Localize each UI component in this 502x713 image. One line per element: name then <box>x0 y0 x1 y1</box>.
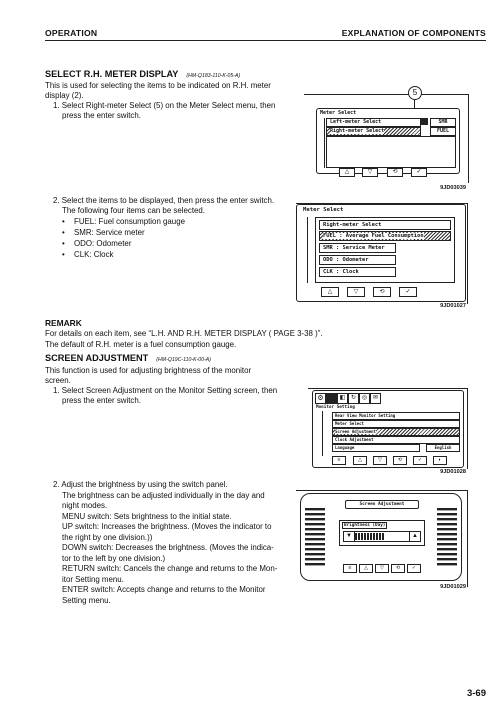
section2-step2-line: night modes. <box>62 501 108 510</box>
monitor-screen <box>300 493 462 581</box>
remark-title: REMARK <box>45 318 82 328</box>
section2-step2-line: the right by one division.)) <box>62 532 153 542</box>
row-icon <box>421 118 428 125</box>
option-clk[interactable]: CLK : Clock <box>319 267 396 277</box>
up-button[interactable]: △ <box>321 287 339 297</box>
enter-button[interactable]: ✓ <box>399 287 417 297</box>
tab-icon[interactable]: ◎ <box>359 393 370 404</box>
section1-step1a: 1. Select Right-meter Select (5) on the Meter Select menu, then <box>53 101 276 110</box>
down-button[interactable]: ▽ <box>362 168 378 177</box>
section2-step2-line: ENTER switch: Accepts change and returns to the Monitor <box>62 585 266 594</box>
section1-title: SELECT R.H. METER DISPLAY (HM-Q183-110-K-05-A) <box>45 69 241 79</box>
figure-code: 9JD01028 <box>440 469 466 475</box>
empty-list-area <box>326 136 456 168</box>
menu-row-selected[interactable]: Screen Adjustment <box>332 428 460 436</box>
tab-icon[interactable]: ◧ <box>337 393 348 404</box>
up-button[interactable]: △ <box>339 168 355 177</box>
option-smr[interactable]: SMR : Service Meter <box>319 243 396 253</box>
monitor-screen <box>312 390 464 468</box>
bullet-item: • CLK: Clock <box>62 250 114 259</box>
section2-code: (HM-Q19C-110-K-00-A) <box>156 357 211 363</box>
figure-code: 9JD03039 <box>440 185 466 191</box>
enter-button[interactable]: ✓ <box>411 168 427 177</box>
menu-button[interactable]: ≡ <box>343 564 357 573</box>
menu-button[interactable]: ≡ <box>332 456 346 465</box>
section1-step2a: 2. Select the items to be displayed, then press the enter switch. <box>53 196 275 205</box>
figure-code: 9JD01027 <box>440 303 466 309</box>
screen-title: Meter Select <box>303 207 344 213</box>
down-button[interactable]: ▽ <box>375 564 389 573</box>
figure-code: 9JD01029 <box>440 584 466 590</box>
tab-icon[interactable]: ✉ <box>370 393 381 404</box>
brightness-level-fill <box>355 533 384 540</box>
remark-line1: For details on each item, see “L.H. AND R.H. METER DISPLAY ( PAGE 3-38 )”. <box>45 329 323 338</box>
menu-row-selected[interactable]: Right-meter Select <box>326 127 421 136</box>
menu-row[interactable]: Rear View Monitor Setting <box>332 412 460 420</box>
section2-step1a: 1. Select Screen Adjustment on the Monitor Setting screen, then <box>53 386 278 395</box>
section2-step2-line: Setting menu. <box>62 595 111 605</box>
popup-title: Right-meter Select <box>319 220 451 230</box>
section2-title: SCREEN ADJUSTMENT (HM-Q19C-110-K-00-A) <box>45 353 211 363</box>
section1-code: (HM-Q183-110-K-05-A) <box>186 73 241 79</box>
menu-row[interactable]: Clock Adjustment <box>332 436 460 444</box>
section2-step2-line: The brightness can be adjusted individually in the day and <box>62 490 265 500</box>
scroll-bar <box>318 118 325 168</box>
tab-icon[interactable] <box>326 393 337 404</box>
section2-intro2: screen. <box>45 376 71 385</box>
figure-right-meter-select <box>296 203 468 315</box>
return-button[interactable]: ⟲ <box>391 564 405 573</box>
section2-step2-line: tor to the left by one division.) <box>62 553 166 563</box>
bullet-item: • ODO: Odometer <box>62 239 132 248</box>
return-button[interactable]: ⟲ <box>373 287 391 297</box>
section2-step1b: press the enter switch. <box>62 396 141 405</box>
value-cell: FUEL <box>430 127 456 136</box>
section2-step2-line: MENU switch: Sets brightness to the initial state. <box>62 511 232 521</box>
wrench-icon[interactable]: ⚙ <box>315 393 326 404</box>
section2-step2-line: DOWN switch: Decreases the brightness. (Moves the indica- <box>62 543 274 552</box>
brightness-gauge[interactable] <box>343 531 421 542</box>
return-button[interactable]: ⟲ <box>393 456 407 465</box>
value-cell: English <box>426 444 460 452</box>
callout-circle: 5 <box>408 86 422 100</box>
down-arrow-icon[interactable]: ▼ <box>344 532 355 541</box>
remark-line2: The default of R.H. meter is a fuel consumption gauge. <box>45 340 237 349</box>
value-cell: SMR <box>430 118 456 127</box>
option-fuel[interactable]: FUEL : Average Fuel Consumption <box>319 231 451 241</box>
section1-step1b: press the enter switch. <box>62 111 141 120</box>
up-arrow-icon[interactable]: ▲ <box>409 532 420 541</box>
page-header <box>45 28 486 41</box>
up-button[interactable]: △ <box>353 456 367 465</box>
menu-row[interactable]: Meter Select <box>332 420 460 428</box>
enter-button[interactable]: ✓ <box>407 564 421 573</box>
section2-intro1: This function is used for adjusting brightness of the monitor <box>45 366 252 375</box>
brightness-panel <box>339 520 425 546</box>
screen-title: Screen Adjustment <box>345 500 419 509</box>
screen-title: Meter Select <box>320 110 357 116</box>
figure-monitor-setting <box>308 388 468 480</box>
menu-row[interactable]: Left-meter Select <box>326 118 421 127</box>
menu-row[interactable]: Language <box>332 444 420 452</box>
scroll-bar <box>315 411 323 456</box>
enter-button[interactable]: ✓ <box>413 456 427 465</box>
bullet-item: • SMR: Service meter <box>62 228 145 237</box>
section2-step2-line: RETURN switch: Cancels the change and returns to the Mon- <box>62 564 278 573</box>
section1-intro1: This is used for selecting the items to be indicated on R.H. meter <box>45 81 271 90</box>
tab-icon[interactable]: ↻ <box>348 393 359 404</box>
header-left: OPERATION <box>45 28 98 38</box>
figure-meter-select <box>304 88 468 194</box>
section1-step2b: The following four items can be selected. <box>62 206 205 215</box>
return-button[interactable]: ⟲ <box>387 168 403 177</box>
scroll-bar <box>299 217 308 283</box>
monitor-screen <box>296 204 466 302</box>
page-number: 3-69 <box>466 688 486 699</box>
day-night-button[interactable]: ◐ <box>433 456 447 465</box>
section1-intro2: display (2). <box>45 91 84 100</box>
popup-window <box>315 217 455 283</box>
bullet-item: • FUEL: Fuel consumption gauge <box>62 217 185 226</box>
header-right: EXPLANATION OF COMPONENTS <box>341 28 486 38</box>
section2-step2-line: 2. Adjust the brightness by using the switch panel. <box>53 480 228 489</box>
down-button[interactable]: ▽ <box>373 456 387 465</box>
monitor-screen <box>316 108 460 174</box>
section2-step2-line: UP switch: Increases the brightness. (Moves the indicator to <box>62 522 272 531</box>
option-odo[interactable]: ODO : Odometer <box>319 255 396 265</box>
figure-screen-adjustment <box>296 490 468 594</box>
down-button[interactable]: ▽ <box>347 287 365 297</box>
up-button[interactable]: △ <box>359 564 373 573</box>
brightness-label: Brightness (Day) <box>344 523 386 528</box>
screen-title: Monitor Setting <box>316 405 355 410</box>
section2-step2-line: itor Setting menu. <box>62 574 124 584</box>
